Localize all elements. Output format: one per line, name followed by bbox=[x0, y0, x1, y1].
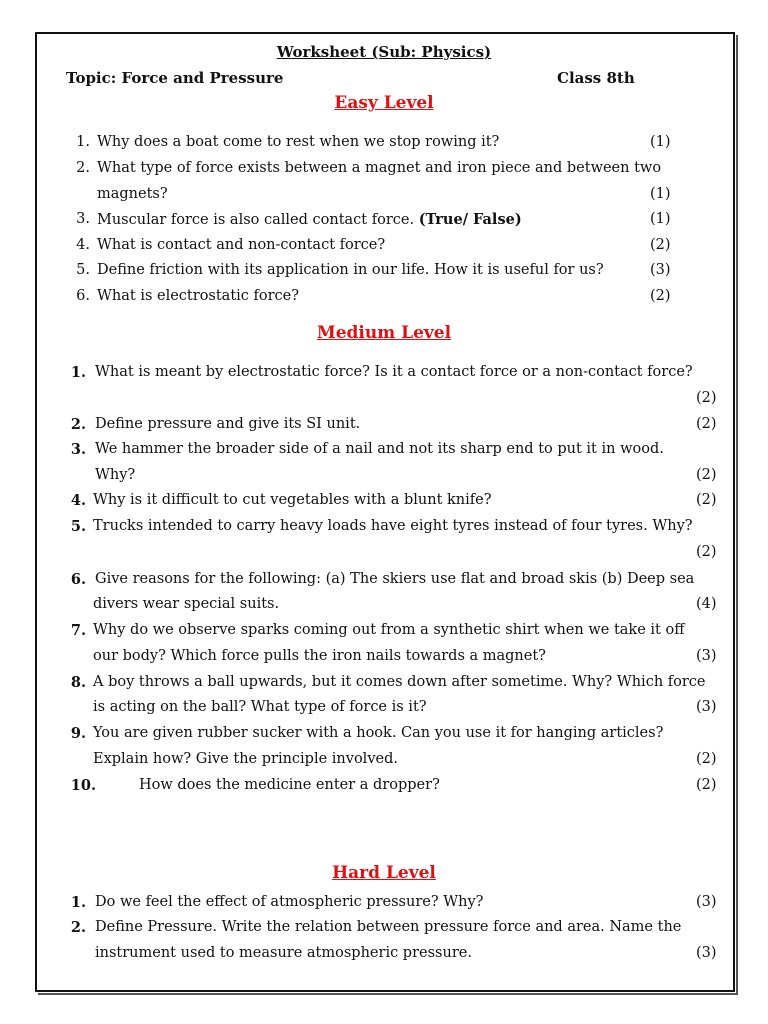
hard-q2-number: 2. bbox=[70, 919, 86, 936]
easy-q4-number: 4. bbox=[76, 237, 90, 253]
easy-q1-number: 1. bbox=[76, 134, 90, 150]
hard-q2-text-line2: instrument used to measure atmospheric pressure. bbox=[95, 945, 472, 961]
easy-q6-marks: (2) bbox=[650, 288, 671, 304]
easy-q3-text bbox=[97, 211, 522, 228]
medium-q5-text: Trucks intended to carry heavy loads have eight tyres instead of four tyres. Why? bbox=[93, 518, 693, 534]
easy-q2-number: 2. bbox=[76, 160, 90, 176]
easy-q2-marks: (1) bbox=[650, 186, 671, 202]
page-border bbox=[35, 32, 735, 992]
medium-q3-text-line1: We hammer the broader side of a nail and not its sharp end to put it in wood. bbox=[95, 441, 664, 457]
medium-q3-number: 3. bbox=[70, 441, 86, 458]
easy-q2-text-line1: What type of force exists between a magnet and iron piece and between two bbox=[97, 160, 662, 176]
medium-q7-number: 7. bbox=[70, 622, 86, 639]
medium-q8-text-line2: is acting on the ball? What type of force is it? bbox=[93, 699, 427, 715]
easy-q3-statement: Muscular force is also called contact force. bbox=[97, 212, 415, 228]
medium-q6-number: 6. bbox=[70, 571, 86, 588]
medium-q9-number: 9. bbox=[70, 725, 86, 742]
easy-q1-text: Why does a boat come to rest when we stop rowing it? bbox=[97, 134, 500, 150]
medium-q7-marks: (3) bbox=[696, 648, 717, 664]
easy-q1-marks: (1) bbox=[650, 134, 671, 150]
hard-q2-text-line1: Define Pressure. Write the relation between pressure force and area. Name the bbox=[95, 919, 682, 935]
medium-q6-text-line2: divers wear special suits. bbox=[93, 596, 280, 612]
hard-q1-text: Do we feel the effect of atmospheric pressure? Why? bbox=[95, 894, 484, 910]
easy-q4-text: What is contact and non-contact force? bbox=[97, 237, 386, 253]
easy-q3-number: 3. bbox=[76, 211, 90, 227]
hard-q1-marks: (3) bbox=[696, 894, 717, 910]
easy-q2-text-line2: magnets? bbox=[97, 186, 168, 202]
medium-q3-text-line2: Why? bbox=[95, 467, 136, 483]
medium-level-heading: Medium Level bbox=[316, 323, 452, 343]
medium-q5-marks: (2) bbox=[696, 544, 717, 560]
medium-q7-text-line1: Why do we observe sparks coming out from a synthetic shirt when we take it off bbox=[93, 622, 685, 638]
hard-level-heading: Hard Level bbox=[332, 863, 436, 883]
medium-q9-marks: (2) bbox=[696, 751, 717, 767]
medium-q10-text: How does the medicine enter a dropper? bbox=[139, 777, 440, 793]
medium-q4-number: 4. bbox=[70, 492, 86, 509]
class-label: Class 8th bbox=[557, 69, 635, 87]
easy-q5-marks: (3) bbox=[650, 262, 671, 278]
easy-q5-number: 5. bbox=[76, 262, 90, 278]
medium-q9-text-line1: You are given rubber sucker with a hook. Can you use it for hanging articles? bbox=[93, 725, 664, 741]
medium-q3-marks: (2) bbox=[696, 467, 717, 483]
medium-q8-text-line1: A boy throws a ball upwards, but it comes down after sometime. Why? Which force bbox=[93, 674, 706, 690]
worksheet-title: Worksheet (Sub: Physics) bbox=[276, 43, 492, 61]
medium-q1-number: 1. bbox=[70, 364, 86, 381]
medium-q10-marks: (2) bbox=[696, 777, 717, 793]
topic-label: Topic: Force and Pressure bbox=[66, 69, 284, 87]
medium-q5-number: 5. bbox=[70, 518, 86, 535]
easy-q3-marks: (1) bbox=[650, 211, 671, 227]
medium-q8-number: 8. bbox=[70, 674, 86, 691]
easy-q6-text: What is electrostatic force? bbox=[97, 288, 300, 304]
medium-q2-marks: (2) bbox=[696, 416, 717, 432]
medium-q6-marks: (4) bbox=[696, 596, 717, 612]
easy-level-heading: Easy Level bbox=[334, 93, 434, 113]
medium-q9-text-line2: Explain how? Give the principle involved. bbox=[93, 751, 398, 767]
medium-q4-text: Why is it difficult to cut vegetables with a blunt knife? bbox=[93, 492, 492, 508]
easy-q6-number: 6. bbox=[76, 288, 90, 304]
medium-q2-number: 2. bbox=[70, 416, 86, 433]
easy-q5-text: Define friction with its application in our life. How it is useful for us? bbox=[97, 262, 604, 278]
medium-q8-marks: (3) bbox=[696, 699, 717, 715]
medium-q4-marks: (2) bbox=[696, 492, 717, 508]
medium-q1-marks: (2) bbox=[696, 390, 717, 406]
easy-q4-marks: (2) bbox=[650, 237, 671, 253]
medium-q10-number: 10. bbox=[70, 777, 96, 794]
hard-q2-marks: (3) bbox=[696, 945, 717, 961]
medium-q7-text-line2: our body? Which force pulls the iron nails towards a magnet? bbox=[93, 648, 546, 664]
medium-q1-text: What is meant by electrostatic force? Is it a contact force or a non-contact force? bbox=[95, 364, 693, 380]
hard-q1-number: 1. bbox=[70, 894, 86, 911]
easy-q3-true-false: (True/ False) bbox=[418, 211, 522, 228]
medium-q6-text-line1: Give reasons for the following: (a) The skiers use flat and broad skis (b) Deep sea bbox=[95, 571, 695, 587]
medium-q2-text: Define pressure and give its SI unit. bbox=[95, 416, 361, 432]
